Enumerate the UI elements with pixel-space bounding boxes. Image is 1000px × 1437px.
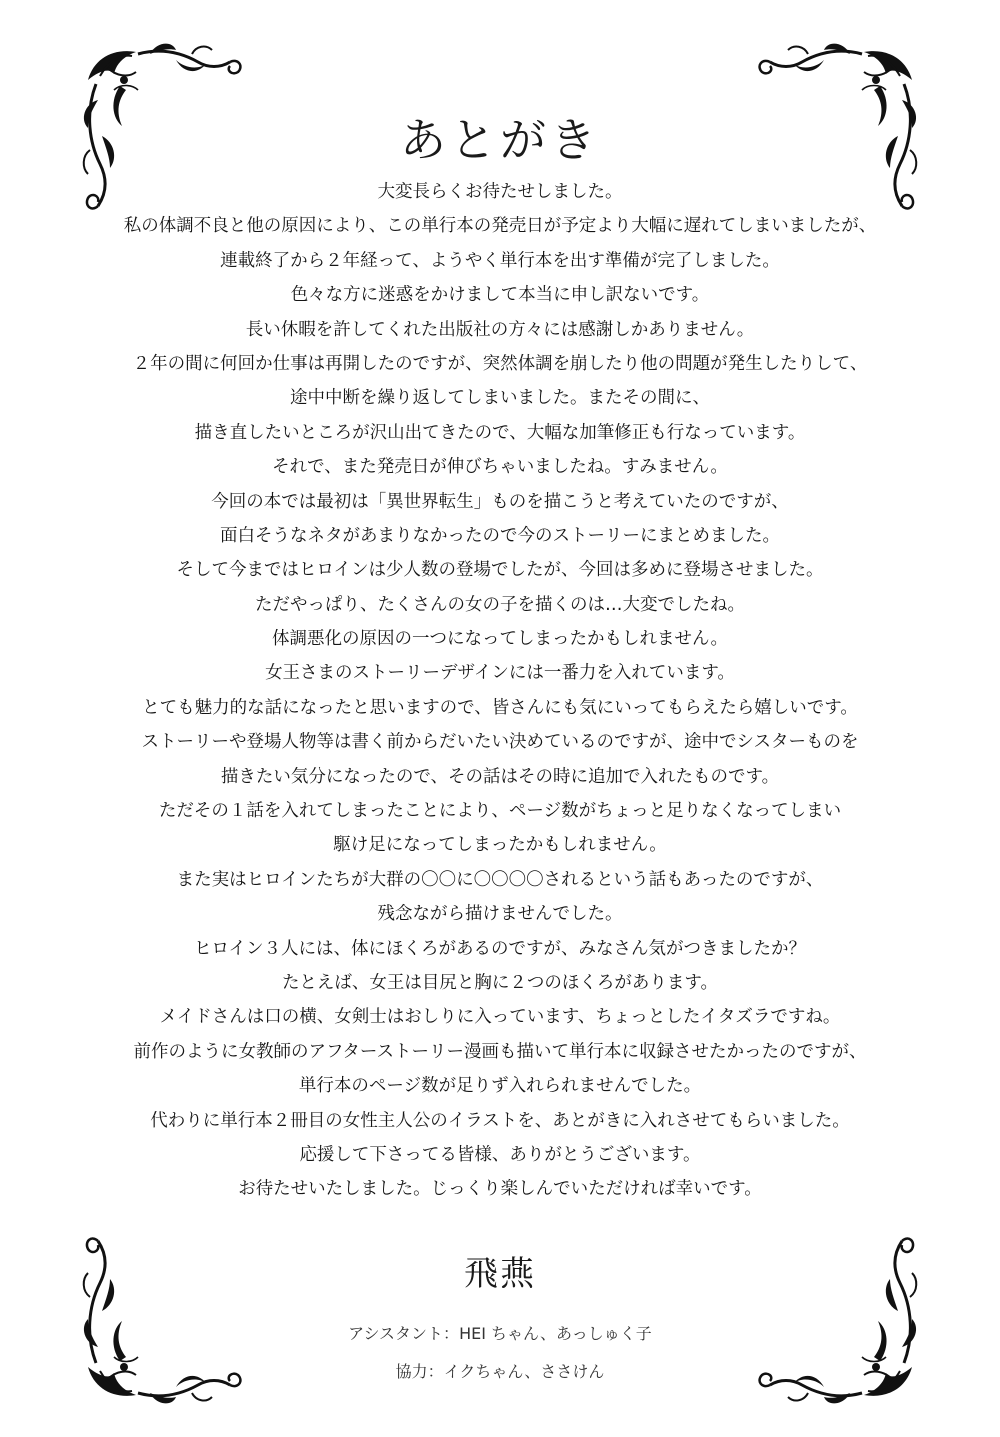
text-line: 描き直したいところが沢山出てきたので、大幅な加筆修正も行なっています。 xyxy=(194,422,806,443)
text-line: 面白そうなネタがあまりなかったので今のストーリーにまとめました。 xyxy=(220,525,780,546)
text-line: ヒロイン３人には、体にほくろがあるのですが、みなさん気がつきましたか？ xyxy=(194,938,806,959)
text-line: お待たせいたしました。じっくり楽しんでいただければ幸いです。 xyxy=(238,1179,762,1200)
text-line: ストーリーや登場人物等は書く前からだいたい決めているのですが、途中でシスターものを xyxy=(141,732,859,753)
text-line: 応援して下さってる皆様、ありがとうございます。 xyxy=(299,1144,701,1165)
credits xyxy=(0,1315,1000,1391)
text-line: 連載終了から２年経って、ようやく単行本を出す準備が完了しました。 xyxy=(220,250,780,271)
text-line: メイドさんは口の横、女剣士はおしりに入っています、ちょっとしたイタズラですね。 xyxy=(159,1007,841,1028)
credit-label: アシスタント： xyxy=(348,1324,460,1343)
afterword-body xyxy=(100,175,900,1207)
text-line: 長い休暇を許してくれた出版社の方々には感謝しかありません。 xyxy=(245,319,755,340)
text-line: ２年の間に何回か仕事は再開したのですが、突然体調を崩したり他の問題が発生したりして、 xyxy=(132,353,868,374)
text-line: 駆け足になってしまったかもしれません。 xyxy=(333,835,667,856)
page-title: あとがき xyxy=(400,113,600,167)
text-line: とても魅力的な話になったと思いますので、皆さんにも気にいってもらえたら嬉しいです。 xyxy=(142,697,858,718)
text-line: 描きたい気分になったので、その話はその時に追加で入れたものです。 xyxy=(220,766,780,787)
text-line: 大変長らくお待たせしました。 xyxy=(377,182,623,202)
text-line: 体調悪化の原因の一つになってしまったかもしれません。 xyxy=(271,629,729,650)
credit-names: HEI ちゃん、あっしゅく子 xyxy=(459,1324,652,1343)
text-line: そして今まではヒロインは少人数の登場でしたが、今回は多めに登場させました。 xyxy=(176,560,824,581)
text-line: 私の体調不良と他の原因により、この単行本の発売日が予定より大幅に遅れてしまいましたが、 xyxy=(123,216,877,237)
text-line: たとえば、女王は目尻と胸に２つのほくろがあります。 xyxy=(281,972,719,993)
text-line: 色々な方に迷惑をかけまして本当に申し訳ないです。 xyxy=(290,285,710,306)
credit-assistants xyxy=(0,1315,1000,1353)
text-line: 代わりに単行本２冊目の女性主人公のイラストを、あとがきに入れさせてもらいました。 xyxy=(150,1110,850,1131)
text-line: また実はヒロインたちが大群の〇〇に〇〇〇〇されるという話もあったのですが、 xyxy=(176,869,824,890)
credit-names: イクちゃん、ささけん xyxy=(443,1362,605,1381)
author-name: 飛燕 xyxy=(464,1254,536,1294)
credit-cooperation xyxy=(0,1353,1000,1391)
text-line: ただその１話を入れてしまったことにより、ページ数がちょっと足りなくなってしまい xyxy=(158,801,842,822)
text-line: 途中中断を繰り返してしまいました。またその間に、 xyxy=(290,388,710,409)
credit-label: 協力： xyxy=(395,1362,444,1381)
text-line: 残念ながら描けませんでした。 xyxy=(377,904,623,925)
text-line: 前作のように女教師のアフターストーリー漫画も描いて単行本に収録させたかったのですが、 xyxy=(133,1041,867,1062)
text-line: 単行本のページ数が足りず入れられませんでした。 xyxy=(298,1076,702,1097)
text-line: 今回の本では最初は「異世界転生」ものを描こうと考えていたのですが、 xyxy=(211,491,789,512)
text-line: ただやっぱり、たくさんの女の子を描くのは…大変でしたね。 xyxy=(255,594,745,615)
text-line: それで、また発売日が伸びちゃいましたね。すみません。 xyxy=(272,457,728,478)
text-line: 女王さまのストーリーデザインには一番力を入れています。 xyxy=(265,663,735,684)
